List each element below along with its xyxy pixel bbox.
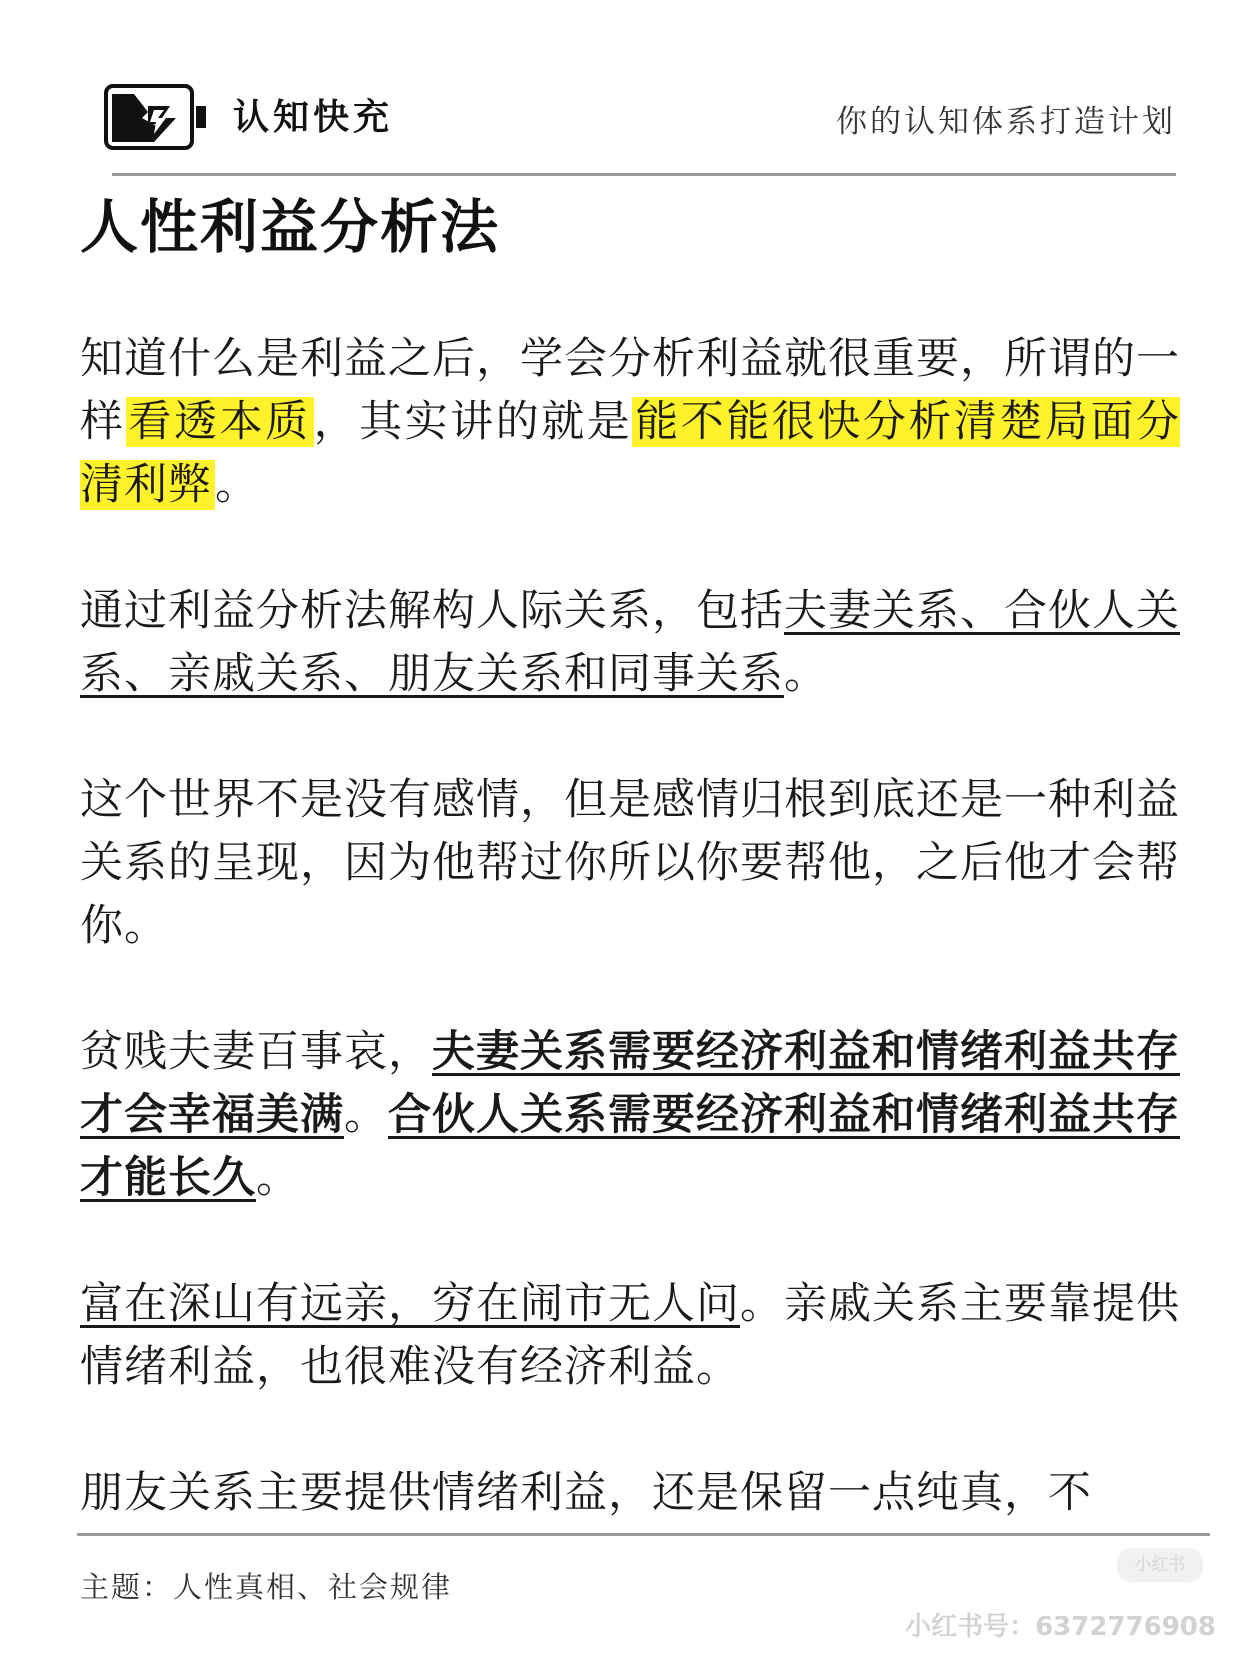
paragraph: [80, 580, 1180, 706]
header: [0, 0, 1242, 178]
bold-underlined-text: 夫妻关系需要经济利益和情绪利益共存才会幸福美满: [80, 1027, 1180, 1140]
paragraph: [80, 1273, 1180, 1399]
paragraph: [80, 769, 1180, 958]
text-run: ，其实讲的就是: [313, 397, 633, 447]
battery-lightning-icon: [104, 84, 208, 150]
text-run: 朋友关系主要提供情绪利益，还是保留一点纯真，不: [80, 1468, 1092, 1518]
footer-divider: [77, 1533, 1210, 1536]
paragraph: [80, 328, 1180, 517]
highlighted-text: 看透本质: [126, 397, 314, 447]
text-run: 。: [344, 1090, 388, 1140]
brand-name: 认知快充: [233, 96, 394, 138]
text-run: 。: [215, 460, 259, 510]
watermark-badge: 小红书: [1117, 1548, 1203, 1582]
page-title: 人性利益分析法: [80, 193, 501, 261]
bold-underlined-text: 合伙人关系需要经济利益和情绪利益共存才能长久: [80, 1090, 1180, 1203]
text-run: 贫贱夫妻百事哀，: [80, 1027, 432, 1077]
underlined-text: 夫妻关系、合伙人关系、亲戚关系、朋友关系和同事关系: [80, 586, 1180, 699]
text-run: 。: [256, 1153, 300, 1203]
article-body: [80, 328, 1180, 1525]
highlighted-text: 能不能很快分析清楚局面分清利弊: [80, 397, 1181, 510]
paragraph: [80, 1021, 1180, 1210]
tagline: 你的认知体系打造计划: [836, 104, 1176, 140]
header-divider: [112, 173, 1176, 176]
text-run: 。: [784, 649, 828, 699]
text-run: 。亲戚关系主要靠提供情绪利益，也很难没有经济利益。: [80, 1279, 1180, 1392]
watermark-id: 小红书号：6372776908: [905, 1612, 1216, 1642]
paragraph: [80, 1462, 1180, 1525]
text-run: 通过利益分析法解构人际关系，包括: [80, 586, 784, 636]
text-run: 知道什么是利益之后，学会分析利益就很重要，所谓的一样: [80, 334, 1180, 447]
footer-topic: 主题：人性真相、社会规律: [80, 1570, 453, 1604]
underlined-text: 富在深山有远亲，穷在闹市无人问: [80, 1279, 740, 1329]
text-run: 这个世界不是没有感情，但是感情归根到底还是一种利益关系的呈现，因为他帮过你所以你要帮他，之后他才会帮你。: [80, 775, 1180, 951]
